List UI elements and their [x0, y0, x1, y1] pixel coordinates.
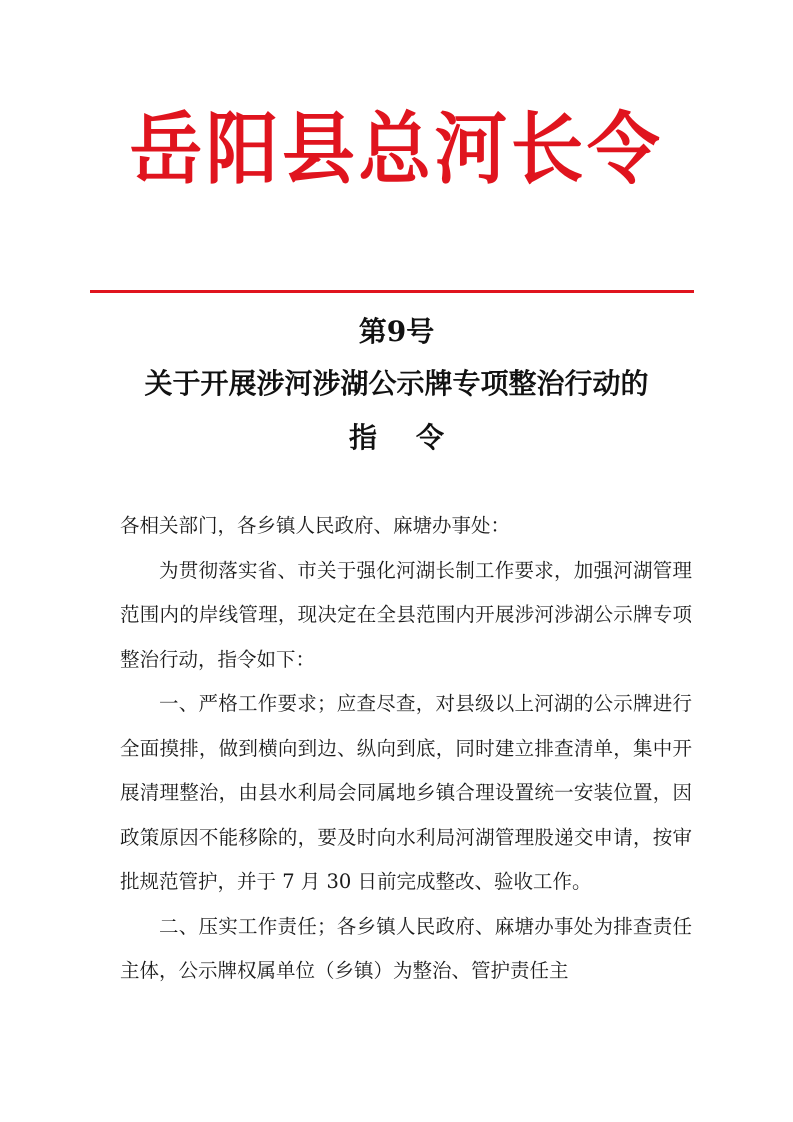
intro-paragraph: 为贯彻落实省、市关于强化河湖长制工作要求，加强河湖管理范围内的岸线管理，现决定在全县范围内开展涉河涉湖公示牌专项整治行动，指令如下： [120, 558, 692, 671]
document-title-line-1: 关于开展涉河涉湖公示牌专项整治行动的 [144, 367, 649, 400]
document-title-line-2: 指 令 [349, 421, 444, 454]
document-number: 第9号 [358, 315, 435, 348]
document-body [120, 504, 692, 994]
red-divider-rule [90, 290, 694, 293]
salutation: 各相关部门，各乡镇人民政府、麻塘办事处： [120, 514, 511, 537]
masthead-title: 岳阳县总河长令 [129, 104, 664, 195]
paragraph-item-2: 二、压实工作责任；各乡镇人民政府、麻塘办事处为排查责任主体，公示牌权属单位（乡镇）为整治、管护责任主 [120, 914, 692, 982]
paragraph-item-1: 一、严格工作要求；应查尽查，对县级以上河湖的公示牌进行全面摸排，做到横向到边、纵向到底，同时建立排查清单，集中开展清理整治，由县水利局会同属地乡镇合理设置统一安装位置，因政策原因不能移除的，要及时向水利局河湖管理股递交申请，按审批规范管护，并于 7 月 30 日前完成整改、验收工作。 [120, 692, 692, 893]
